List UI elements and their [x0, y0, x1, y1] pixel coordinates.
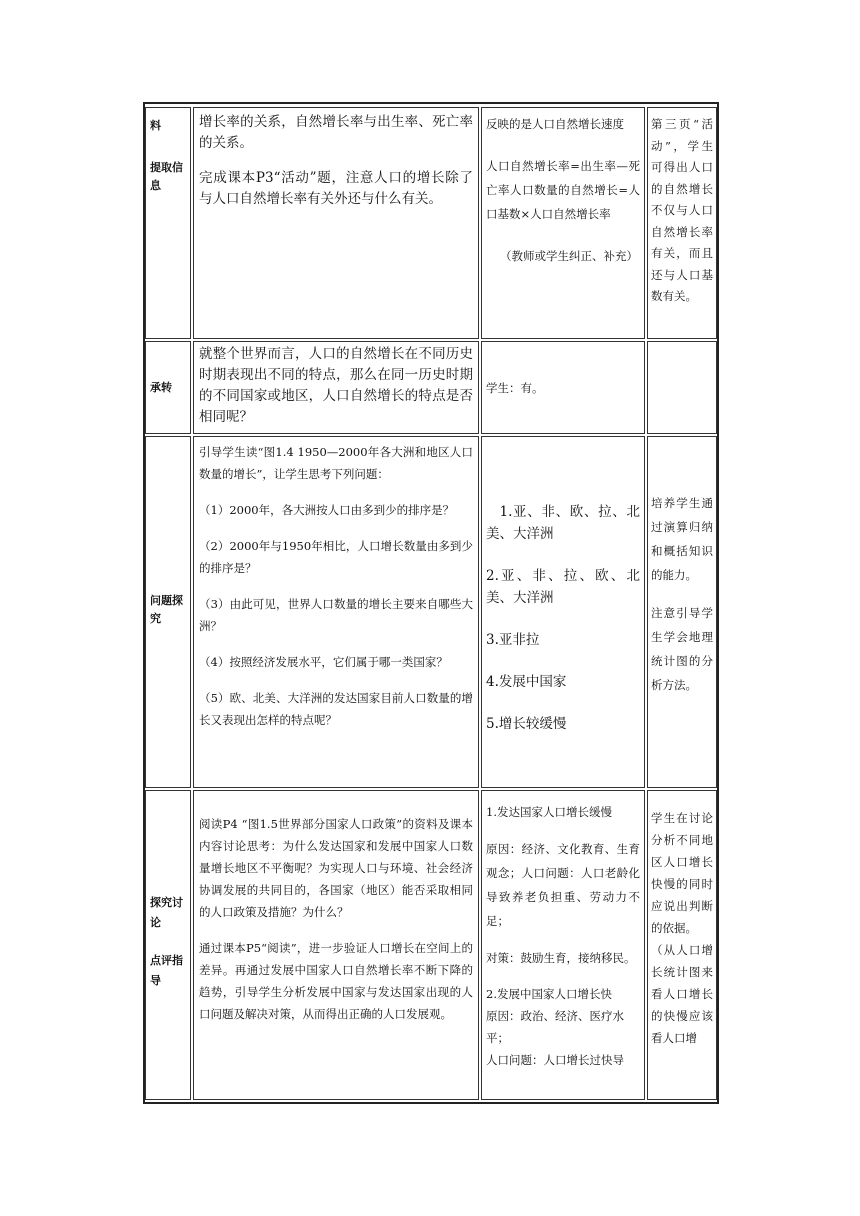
row3-student-text: 1.亚、非、欧、拉、北美、大洋洲 [486, 504, 640, 542]
row1-label-line: 提取信 [150, 161, 183, 174]
row3-student-cell [481, 436, 645, 788]
row4-content-text: 阅读P4 “图1.5世界部分国家人口政策”的资料及课本内容讨论思考：为什么发达国家和发展中国家人口数量增长地区不平衡呢？为实现人口与环境、社会经济协调发展的共同目的，各国家（地区）能否采取相同的人口政策及措施？为什么？ [199, 817, 473, 919]
lesson-plan-table [143, 102, 719, 1104]
row1-content-text: 增长率的关系，自然增长率与出生率、死亡率的关系。 [199, 114, 473, 151]
row4-student-text: 原因：政治、经济、医疗水平； [486, 1009, 624, 1045]
row2-content-text: 就整个世界而言，人口的自然增长在不同历史时期表现出不同的特点，那么在同一历史时期的不同国家或地区，人口自然增长的特点是否相同呢？ [199, 346, 473, 425]
row4-student-cell [481, 790, 645, 1100]
row1-student-text: 人口自然增长率=出生率—死亡率人口数量的自然增长=人口基数×人口自然增长率 [486, 159, 640, 221]
row4-student-text: 2.发展中国家人口增长快 [486, 987, 612, 1001]
row4-student-text: 人口问题：人口增长过快导 [486, 1053, 624, 1067]
row1-content-cell [193, 107, 479, 339]
row3-student-text: 4.发展中国家 [486, 674, 567, 690]
row4-student-text: 1.发达国家人口增长缓慢 [486, 805, 612, 819]
row3-content-text: 引导学生读“图1.4 1950—2000年各大洲和地区人口数量的增长”，让学生思考下列问题： [199, 445, 473, 481]
row2-label-cell [145, 341, 191, 434]
row1-student-text: （教师或学生纠正、补充） [500, 249, 638, 263]
row1-note-cell [647, 107, 717, 339]
row1-content-text: 完成课本P3“活动”题，注意人口的增长除了与人口自然增长率有关外还与什么有关。 [199, 170, 473, 207]
row2-label-line: 承转 [150, 381, 172, 394]
row3-student-text: 2.亚、非、拉、欧、北美、大洋洲 [486, 568, 640, 606]
row3-content-text: （2）2000年与1950年相比，人口增长数量由多到少的排序是？ [199, 539, 473, 575]
row3-student-text: 5.增长较缓慢 [486, 716, 567, 732]
row4-note-text: （从人口增长统计图来看人口增长的快慢应该看人口增 [651, 943, 713, 1045]
row3-label-cell [145, 436, 191, 788]
row1-note-text: 第三页“活动”，学生可得出人口的自然增长不仅与人口自然增长率有关，而且还与人口基数有关。 [651, 117, 713, 303]
row2-note-cell [647, 341, 717, 434]
row4-student-text: 原因：经济、文化教育、生育观念；人口问题：人口老龄化导致养老负担重、劳动力不足； [486, 842, 640, 928]
row3-content-text: （3）由此可见，世界人口数量的增长主要来自哪些大洲？ [199, 597, 473, 633]
row2-content-cell [193, 341, 479, 434]
row2-student-cell [481, 341, 645, 434]
row3-note-cell [647, 436, 717, 788]
row1-student-text: 反映的是人口自然增长速度 [486, 117, 624, 131]
row3-content-text: （1）2000年，各大洲按人口由多到少的排序是？ [199, 503, 455, 517]
row4-label-line: 导 [150, 974, 161, 987]
row1-label-line: 息 [150, 179, 161, 192]
row3-note-text: 注意引导学生学会地理统计图的分析方法。 [651, 606, 713, 692]
row4-label-line: 探究讨 [150, 896, 183, 909]
row3-label-line: 究 [150, 612, 161, 625]
row3-content-cell [193, 436, 479, 788]
row1-label-cell [145, 107, 191, 339]
row1-student-cell [481, 107, 645, 339]
row4-note-cell [647, 790, 717, 1100]
row4-content-cell [193, 790, 479, 1100]
row4-label-line: 点评指 [150, 954, 183, 967]
row4-content-text: 通过课本P5“阅读”，进一步验证人口增长在空间上的差异。再通过发展中国家人口自然增长率不断下降的趋势，引导学生分析发展中国家与发达国家出现的人口问题及解决对策，从而得出正确的人口发展观。 [199, 941, 473, 1021]
row4-label-cell [145, 790, 191, 1100]
row4-label-line: 论 [150, 916, 161, 929]
row3-student-text: 3.亚非拉 [486, 632, 540, 648]
row4-note-text: 学生在讨论分析不同地区人口增长快慢的同时应说出判断的依据。 [651, 811, 713, 935]
row3-content-text: （5）欧、北美、大洋洲的发达国家目前人口数量的增长又表现出怎样的特点呢？ [199, 691, 473, 727]
row3-content-text: （4）按照经济发展水平，它们属于哪一类国家？ [199, 655, 448, 669]
row4-student-text: 对策：鼓励生育，接纳移民。 [486, 951, 636, 965]
row2-student-text: 学生：有。 [486, 381, 544, 395]
row1-label-line: 料 [150, 119, 161, 132]
row3-label-line: 问题探 [150, 594, 183, 607]
row3-note-text: 培养学生通过演算归纳和概括知识的能力。 [651, 496, 713, 582]
